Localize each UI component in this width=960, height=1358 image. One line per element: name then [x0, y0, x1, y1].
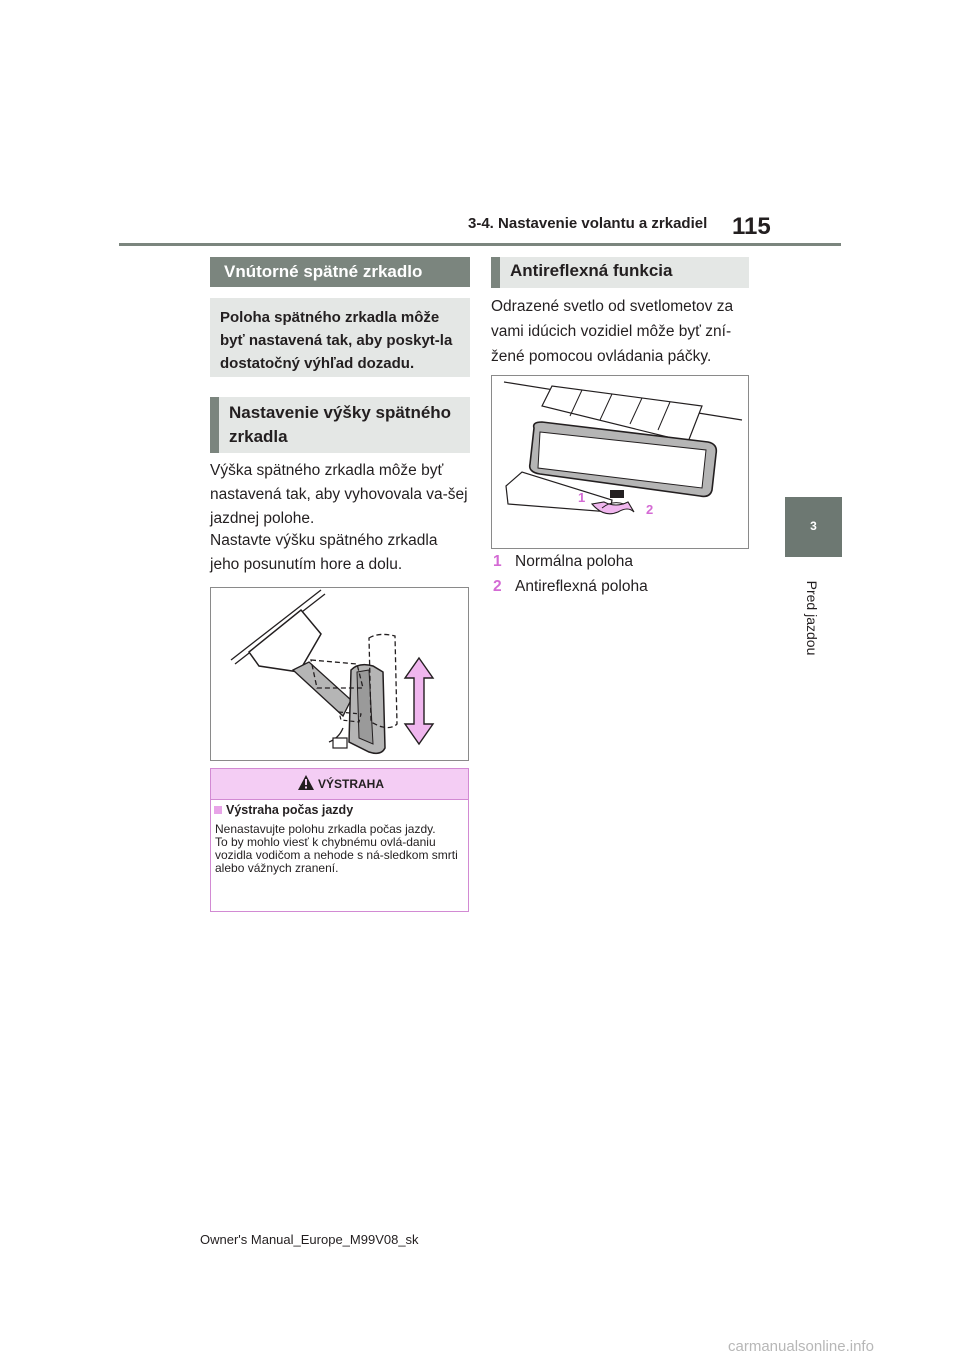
height-paragraph-2: Nastavte výšku spätného zrkadla jeho posunutím hore a dolu.: [210, 532, 438, 573]
footer-text: Owner's Manual_Europe_M99V08_sk: [200, 1232, 419, 1247]
main-heading: [210, 257, 470, 287]
position-label-1: Normálna poloha: [515, 553, 634, 570]
watermark: carmanualsonline.info: [728, 1338, 874, 1355]
warning-text-2: To by mohlo viesť k chybnému ovlá-daniu vozidla vodičom a nehode s ná-sledkom smrti alebo vážnych zranení.: [215, 835, 458, 875]
antiglare-illustration: [492, 376, 748, 548]
warning-header: [211, 769, 468, 800]
sub-heading-text: Nastavenie výšky spätného zrkadla: [229, 403, 452, 446]
header-rule: [119, 243, 841, 246]
warning-box: [210, 768, 469, 912]
warning-subtitle-text: Výstraha počas jazdy: [226, 803, 354, 817]
position-item-2: [493, 578, 648, 596]
warning-text-1: Nenastavujte polohu zrkadla počas jazdy.: [215, 822, 436, 836]
figure-label-1: 1: [578, 490, 586, 505]
chapter-number: 3: [810, 519, 817, 533]
mirror-height-illustration: [211, 588, 468, 760]
chapter-label: Pred jazdou: [804, 580, 820, 656]
section-title: 3-4. Nastavenie volantu a zrkadiel: [468, 215, 708, 232]
sub-heading: [210, 397, 470, 453]
square-bullet-icon: [214, 806, 222, 814]
mirror-height-figure: [210, 587, 469, 761]
warning-body: [215, 823, 465, 875]
warning-subtitle: [214, 803, 353, 817]
position-number-2: 2: [493, 578, 502, 595]
intro-text: Poloha spätného zrkadla môže byť nastavená tak, aby poskyt-la dostatočný výhľad dozadu.: [220, 309, 453, 372]
warning-title: VÝSTRAHA: [318, 777, 385, 791]
antiglare-figure: [491, 375, 749, 549]
figure-label-2: 2: [646, 502, 654, 517]
page-number: 115: [732, 213, 771, 240]
height-paragraph-1: Výška spätného zrkadla môže byť nastavená tak, aby vyhovovala va-šej jazdnej polohe.: [210, 462, 468, 527]
intro-box: [210, 298, 470, 377]
chapter-tab: [785, 497, 842, 557]
antiglare-heading-text: Antireflexná funkcia: [510, 261, 673, 280]
position-number-1: 1: [493, 553, 502, 570]
antiglare-paragraph: Odrazené svetlo od svetlometov za vami idúcich vozidiel môže byť zní-žené pomocou ovládania páčky.: [491, 298, 734, 365]
main-heading-text: Vnútorné spätné zrkadlo: [224, 262, 423, 281]
antiglare-heading: [491, 257, 749, 288]
position-label-2: Antireflexná poloha: [515, 578, 648, 595]
position-item-1: [493, 553, 633, 571]
warning-triangle-icon: [297, 774, 315, 791]
